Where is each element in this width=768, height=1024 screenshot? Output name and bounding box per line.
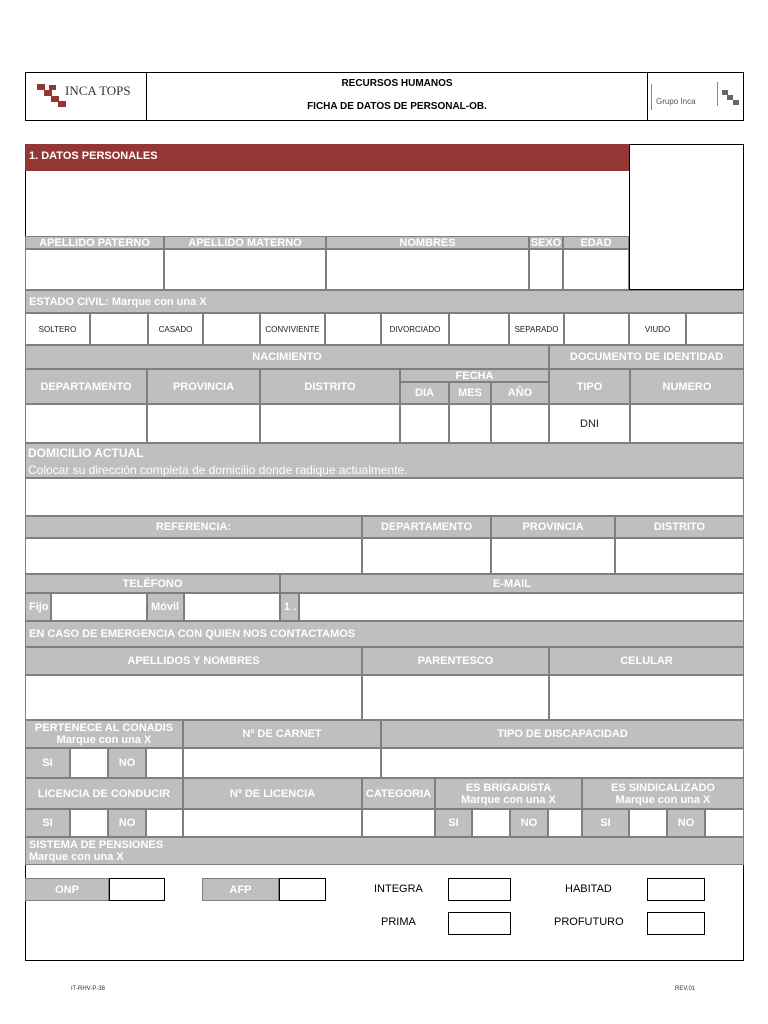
civil-casado-box[interactable] xyxy=(203,313,260,345)
brigadista-title: ES BRIGADISTA xyxy=(465,781,552,794)
movil-field[interactable] xyxy=(184,593,280,621)
civil-divorciado-box[interactable] xyxy=(449,313,509,345)
civil-separado-box[interactable] xyxy=(564,313,629,345)
profuturo-box[interactable] xyxy=(647,912,705,935)
brigadista-header xyxy=(435,778,582,809)
discapacidad-header: TIPO DE DISCAPACIDAD xyxy=(381,720,744,748)
documento-identidad-title: DOCUMENTO DE IDENTIDAD xyxy=(549,345,744,369)
pensiones-subtitle: Marque con una X xyxy=(29,851,124,863)
dom-provincia-field[interactable] xyxy=(491,538,615,574)
nombres-field[interactable] xyxy=(326,249,529,290)
civil-soltero-box[interactable] xyxy=(90,313,148,345)
brigadista-si-box[interactable] xyxy=(472,809,510,837)
conadis-no-box[interactable] xyxy=(146,748,183,778)
nac-departamento-field[interactable] xyxy=(25,404,147,443)
sindicalizado-no-box[interactable] xyxy=(705,809,744,837)
email-prefix: 1 . xyxy=(280,593,299,621)
civil-separado-label: SEPARADO xyxy=(509,313,564,345)
emergencia-title: EN CASO DE EMERGENCIA CON QUIEN NOS CONTACTAMOS xyxy=(25,621,744,647)
integra-label: INTEGRA xyxy=(374,883,423,895)
prima-label: PRIMA xyxy=(381,916,416,928)
prima-box[interactable] xyxy=(448,912,511,935)
emerg-nombres-field[interactable] xyxy=(25,675,362,720)
brigadista-subtitle: Marque con una X xyxy=(461,793,556,806)
nac-departamento-header: DEPARTAMENTO xyxy=(25,369,147,404)
nac-mes-field[interactable] xyxy=(449,404,491,443)
emerg-parentesco-header: PARENTESCO xyxy=(362,647,549,675)
conadis-si-box[interactable] xyxy=(70,748,108,778)
conadis-si-label: SI xyxy=(25,748,70,778)
licencia-no-box[interactable] xyxy=(146,809,183,837)
company-logo xyxy=(37,82,137,108)
habitat-box[interactable] xyxy=(647,878,705,901)
domicilio-field[interactable] xyxy=(25,478,744,516)
brigadista-si-label: SI xyxy=(435,809,472,837)
civil-viudo-box[interactable] xyxy=(686,313,744,345)
civil-conviviente-label: CONVIVIENTE xyxy=(260,313,325,345)
conadis-title: PERTENECE AL CONADIS xyxy=(34,722,174,734)
emerg-celular-field[interactable] xyxy=(549,675,744,720)
sindicalizado-si-box[interactable] xyxy=(629,809,667,837)
fijo-label: Fijo xyxy=(25,593,51,621)
nac-provincia-header: PROVINCIA xyxy=(147,369,260,404)
referencia-field[interactable] xyxy=(25,538,362,574)
brigadista-no-label: NO xyxy=(510,809,548,837)
nac-dia-field[interactable] xyxy=(400,404,449,443)
logo-text: INCA TOPS xyxy=(65,83,131,98)
nacimiento-title: NACIMIENTO xyxy=(25,345,549,369)
nac-anio-header: AÑO xyxy=(491,382,549,404)
fijo-field[interactable] xyxy=(51,593,147,621)
header-divider-right xyxy=(647,72,648,121)
doc-numero-header: NUMERO xyxy=(630,369,744,404)
photo-box[interactable] xyxy=(629,144,744,290)
domicilio-title: DOMICILIO ACTUAL xyxy=(28,446,144,460)
sindicalizado-title: ES SINDICALIZADO xyxy=(611,781,715,794)
dom-provincia-header: PROVINCIA xyxy=(491,516,615,538)
doc-tipo-field[interactable]: DNI xyxy=(549,404,630,443)
conadis-no-label: NO xyxy=(108,748,146,778)
brigadista-no-box[interactable] xyxy=(548,809,582,837)
civil-soltero-label: SOLTERO xyxy=(25,313,90,345)
section1-title: 1. DATOS PERSONALES xyxy=(25,144,629,171)
col-edad: EDAD xyxy=(563,236,629,249)
habitat-label: HABITAD xyxy=(565,883,612,895)
nac-dia-header: DIA xyxy=(400,382,449,404)
nac-mes-header: MES xyxy=(449,382,491,404)
col-nombres: NOMBRES xyxy=(326,236,529,249)
civil-conviviente-box[interactable] xyxy=(325,313,381,345)
apellido-paterno-field[interactable] xyxy=(25,249,164,290)
domicilio-subtitle: Colocar su dirección completa de domicilio donde radique actualmente. xyxy=(28,463,408,477)
onp-label: ONP xyxy=(25,878,109,901)
sindicalizado-no-label: NO xyxy=(667,809,705,837)
discapacidad-field[interactable] xyxy=(381,748,744,778)
nac-fecha-header: FECHA xyxy=(400,369,549,382)
afp-label: AFP xyxy=(202,878,279,901)
sexo-field[interactable] xyxy=(529,249,563,290)
civil-casado-label: CASADO xyxy=(148,313,203,345)
doc-numero-field[interactable] xyxy=(630,404,744,443)
doc-tipo-header: TIPO xyxy=(549,369,630,404)
pensiones-header xyxy=(25,837,744,865)
civil-viudo-label: VIUDO xyxy=(629,313,686,345)
email-header: E-MAIL xyxy=(280,574,744,593)
conadis-subtitle: Marque con una X xyxy=(56,734,152,746)
civil-divorciado-label: DIVORCIADO xyxy=(381,313,449,345)
group-text: Grupo Inca xyxy=(656,97,696,106)
conadis-header xyxy=(25,720,183,748)
licencia-si-label: SI xyxy=(25,809,70,837)
sindicalizado-subtitle: Marque con una X xyxy=(615,793,711,806)
nac-provincia-field[interactable] xyxy=(147,404,260,443)
sindicalizado-header xyxy=(582,778,744,809)
licencia-header: LICENCIA DE CONDUCIR xyxy=(25,778,183,809)
afp-box[interactable] xyxy=(279,878,326,901)
emerg-parentesco-field[interactable] xyxy=(362,675,549,720)
carnet-header: Nº DE CARNET xyxy=(183,720,381,748)
sindicalizado-si-label: SI xyxy=(582,809,629,837)
col-sexo: SEXO xyxy=(530,236,562,249)
col-apellido-materno: APELLIDO MATERNO xyxy=(164,236,326,249)
edad-field[interactable] xyxy=(563,249,629,290)
emerg-nombres-header: APELLIDOS Y NOMBRES xyxy=(25,647,362,675)
footer-revision: REV.01 xyxy=(675,986,696,992)
dom-distrito-field[interactable] xyxy=(615,538,744,574)
col-apellido-paterno: APELLIDO PATERNO xyxy=(25,236,164,249)
referencia-header: REFERENCIA: xyxy=(25,516,362,538)
email-field[interactable] xyxy=(299,593,744,621)
header-title: RECURSOS HUMANOS xyxy=(341,78,453,89)
licencia-no-label: NO xyxy=(108,809,146,837)
onp-box[interactable] xyxy=(109,878,165,901)
nro-licencia-header: Nº DE LICENCIA xyxy=(183,778,362,809)
header-subtitle: FICHA DE DATOS DE PERSONAL-OB. xyxy=(307,101,487,112)
carnet-field[interactable] xyxy=(183,748,381,778)
movil-label: Móvil xyxy=(147,593,184,621)
apellido-materno-field[interactable] xyxy=(164,249,326,290)
categoria-header: CATEGORIA xyxy=(362,778,435,809)
nac-distrito-field[interactable] xyxy=(260,404,400,443)
telefono-header: TELÉFONO xyxy=(25,574,280,593)
categoria-field[interactable] xyxy=(362,809,435,837)
estado-civil-label: ESTADO CIVIL: Marque con una X xyxy=(25,290,744,313)
footer-code: IT-RHV-P-38 xyxy=(71,986,106,992)
licencia-si-box[interactable] xyxy=(70,809,108,837)
pensiones-title: SISTEMA DE PENSIONES xyxy=(29,839,164,851)
nac-anio-field[interactable] xyxy=(491,404,549,443)
dom-departamento-header: DEPARTAMENTO xyxy=(362,516,491,538)
profuturo-label: PROFUTURO xyxy=(554,916,624,928)
emerg-celular-header: CELULAR xyxy=(549,647,744,675)
group-logo xyxy=(650,80,742,116)
nro-licencia-field[interactable] xyxy=(183,809,362,837)
dom-distrito-header: DISTRITO xyxy=(615,516,744,538)
dom-departamento-field[interactable] xyxy=(362,538,491,574)
integra-box[interactable] xyxy=(448,878,511,901)
nac-distrito-header: DISTRITO xyxy=(260,369,400,404)
